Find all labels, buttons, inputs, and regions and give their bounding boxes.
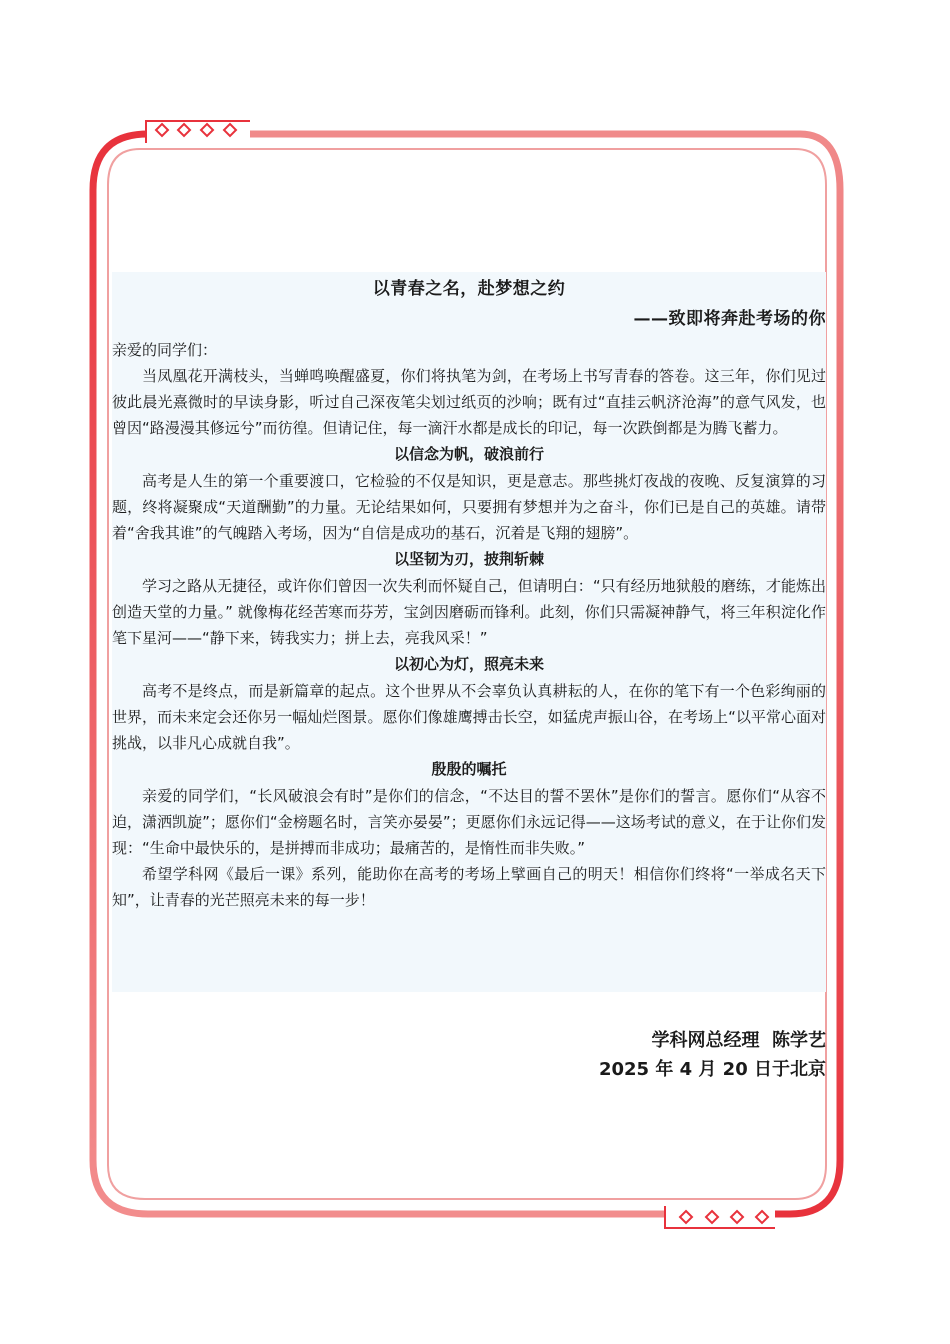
salutation: 亲爱的同学们： [112, 341, 218, 359]
intro-paragraph: 当凤凰花开满枝头，当蝉鸣唤醒盛夏，你们将执笔为剑，在考场上书写青春的答卷。这三年，你们见过彼此晨光熹微时的早读身影，听过自己深夜笔尖划过纸页的沙响；既有过“直挂云帆济沧海”的意气风发，也曾因“路漫漫其修远兮”而彷徨。但请记住，每一滴汗水都是成长的印记，每一次跌倒都是为腾飞蓄力。 [112, 367, 826, 437]
signature-name: 学科网总经理 陈学艺 [651, 1030, 826, 1051]
letter-subtitle: ——致即将奔赴考场的你 [633, 309, 826, 329]
closing-paragraph: 希望学科网《最后一课》系列，能助你在高考的考场上擘画自己的明天！相信你们终将“一举成名天下知”，让青春的光芒照亮未来的每一步！ [112, 865, 826, 909]
section-heading: 殷殷的嘱托 [431, 760, 507, 778]
top-tab [146, 121, 250, 143]
section-heading: 以坚韧为刃，披荆斩棘 [393, 550, 544, 568]
bottom-tab [665, 1206, 775, 1228]
letter-title: 以青春之名，赴梦想之约 [372, 279, 566, 299]
section-heading: 以初心为灯，照亮未来 [393, 655, 544, 673]
letter-body [112, 272, 826, 992]
section-heading: 以信念为帆，破浪前行 [393, 445, 544, 463]
section-paragraph: 高考不是终点，而是新篇章的起点。这个世界从不会辜负认真耕耘的人，在你的笔下有一个色彩绚丽的世界，而未来定会还你另一幅灿烂图景。愿你们像雄鹰搏击长空，如猛虎声振山谷，在考场上“以平常心面对挑战，以非凡心成就自我”。 [112, 682, 826, 752]
section-paragraph: 亲爱的同学们，“长风破浪会有时”是你们的信念，“不达目的誓不罢休”是你们的誓言。愿你们“从容不迫，潇洒凯旋”；愿你们“金榜题名时，言笑亦晏晏”；更愿你们永远记得——这场考试的意义，在于让你们发现：“生命中最快乐的，是拼搏而非成功；最痛苦的，是惰性而非失败。” [112, 787, 826, 857]
signature-date: 2025 年 4 月 20 日于北京 [598, 1059, 826, 1080]
section-paragraph: 高考是人生的第一个重要渡口，它检验的不仅是知识，更是意志。那些挑灯夜战的夜晚、反复演算的习题，终将凝聚成“天道酬勤”的力量。无论结果如何，只要拥有梦想并为之奋斗，你们已是自己的英雄。请带着“舍我其谁”的气魄踏入考场，因为“自信是成功的基石，沉着是飞翔的翅膀”。 [112, 472, 826, 542]
section-paragraph: 学习之路从无捷径，或许你们曾因一次失利而怀疑自己，但请明白：“只有经历地狱般的磨练，才能炼出创造天堂的力量。” 就像梅花经苦寒而芬芳，宝剑因磨砺而锋利。此刻，你们只需凝神静气，将三年积淀化作笔下星河——“静下来，铸我实力；拼上去，亮我风采！” [112, 577, 826, 647]
